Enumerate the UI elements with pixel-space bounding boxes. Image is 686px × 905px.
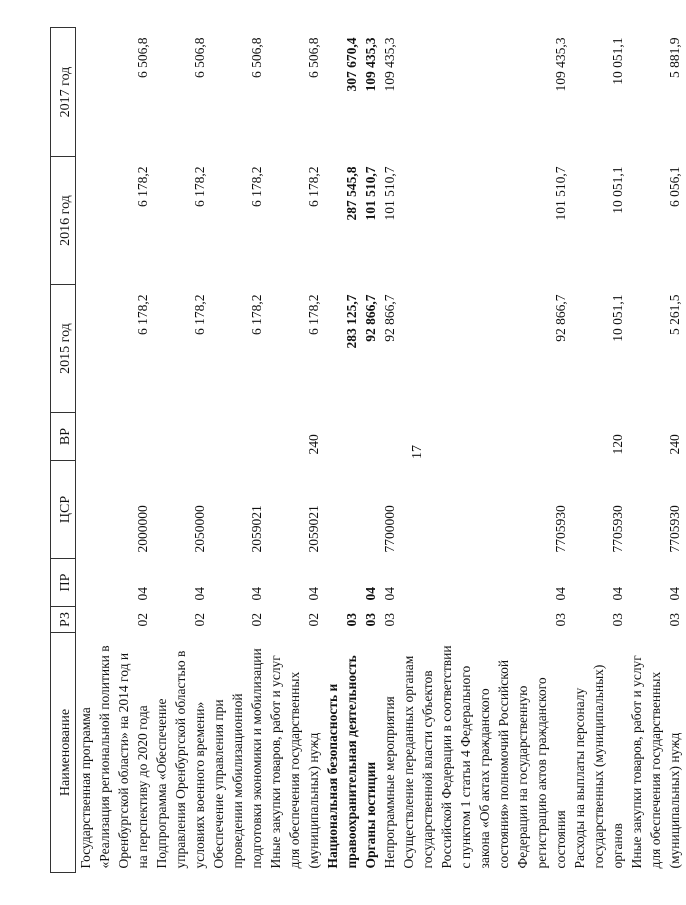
row-pr: 04	[306, 587, 321, 601]
row-pr: 04	[667, 587, 682, 601]
row-pr: 04	[553, 587, 568, 601]
row-value-2017: 10 051,1	[610, 37, 625, 85]
row-value-2015: 92 866,7	[553, 294, 568, 342]
table-row	[361, 28, 380, 873]
row-csr: 2059021	[306, 505, 321, 553]
table-row	[399, 28, 570, 873]
row-vr	[76, 413, 153, 461]
header-name: Наименование	[51, 633, 76, 873]
row-name: Подпрограмма «Обеспечение управления Оренбургской областью в условиях военного времени»	[154, 650, 207, 869]
row-csr: 7700000	[382, 505, 397, 553]
row-pr: 04	[192, 587, 207, 601]
row-pr	[323, 559, 361, 607]
row-value-2017: 6 506,8	[306, 37, 321, 78]
row-value-2015: 6 178,2	[249, 294, 264, 335]
row-csr: 7705930	[667, 505, 682, 553]
row-value-2015: 92 866,7	[363, 294, 378, 342]
row-value-2015: 6 178,2	[192, 294, 207, 335]
row-value-2015: 6 178,2	[306, 294, 321, 335]
row-value-2015: 283 125,7	[344, 294, 359, 349]
row-rz: 03	[344, 613, 359, 627]
row-rz: 03	[667, 613, 682, 627]
row-value-2016: 6 178,2	[192, 166, 207, 207]
row-vr	[380, 413, 399, 461]
row-name: Расходы на выплаты персоналу государственных (муниципальных) органов	[572, 664, 625, 869]
row-name: Национальная безопасность и правоохранительная деятельность	[325, 655, 359, 869]
row-value-2016: 6 056,1	[667, 166, 682, 207]
table-body	[76, 28, 686, 873]
row-name: Иные закупки товаров, работ и услуг для обеспечения государственных (муниципальных) нужд	[268, 655, 321, 869]
row-value-2017: 6 506,8	[192, 37, 207, 78]
row-vr	[209, 413, 266, 461]
row-name: Государственная программа «Реализация региональной политики в Оренбургской области» на 2014 год и на перспективу до 2020 года	[78, 645, 150, 869]
row-vr: 120	[610, 434, 625, 455]
row-value-2016: 6 178,2	[249, 166, 264, 207]
header-2017: 2017 год	[51, 28, 76, 157]
budget-table-sheet	[50, 28, 682, 873]
row-csr: 2050000	[192, 505, 207, 553]
row-pr: 04	[249, 587, 264, 601]
row-value-2015: 10 051,1	[610, 294, 625, 342]
row-value-2017: 6 506,8	[249, 37, 264, 78]
row-name: Непрограммные мероприятия	[382, 696, 397, 869]
row-value-2016: 101 510,7	[382, 166, 397, 221]
row-name: Осуществление переданных органам государственной власти субъектов Российской Федерации в соответствии с пунктом 1 статьи 4 Федерального закона «Об актах гражданского состояния» полномочий Российской Федерации на государственную регистрацию актов гражданского состояния	[401, 645, 568, 869]
row-pr: 04	[363, 587, 378, 601]
row-value-2016: 101 510,7	[363, 166, 378, 221]
row-value-2016: 6 178,2	[135, 166, 150, 207]
row-pr: 04	[610, 587, 625, 601]
row-pr: 04	[382, 587, 397, 601]
header-csr: ЦСР	[51, 461, 76, 559]
row-rz: 03	[363, 613, 378, 627]
table-row	[323, 28, 361, 873]
budget-table	[50, 27, 686, 873]
row-csr	[361, 461, 380, 559]
table-row	[627, 28, 686, 873]
row-value-2016: 101 510,7	[553, 166, 568, 221]
row-rz: 02	[192, 613, 207, 627]
row-csr: 7705930	[610, 505, 625, 553]
header-vr: ВР	[51, 413, 76, 461]
row-rz: 02	[135, 613, 150, 627]
row-value-2017: 5 881,9	[667, 37, 682, 78]
header-pr: ПР	[51, 559, 76, 607]
row-value-2015: 5 261,5	[667, 294, 682, 335]
table-row	[570, 28, 627, 873]
row-name: Органы юстиции	[363, 761, 378, 869]
row-csr: 7705930	[553, 505, 568, 553]
row-rz: 03	[553, 613, 568, 627]
row-value-2015: 6 178,2	[135, 294, 150, 335]
row-value-2015: 92 866,7	[382, 294, 397, 342]
row-value-2016: 6 178,2	[306, 166, 321, 207]
row-csr: 2000000	[135, 505, 150, 553]
table-row	[266, 28, 323, 873]
row-value-2017: 109 435,3	[363, 37, 378, 92]
table-header-row	[51, 28, 76, 873]
row-value-2017: 109 435,3	[382, 37, 397, 92]
table-row	[209, 28, 266, 873]
row-value-2016: 287 545,8	[344, 166, 359, 221]
table-row	[152, 28, 209, 873]
row-rz: 03	[610, 613, 625, 627]
page-number: 17	[410, 445, 425, 459]
row-vr	[361, 413, 380, 461]
row-rz: 02	[249, 613, 264, 627]
row-name: Обеспечение управления при проведении мобилизационной подготовки экономики и мобилизации	[211, 648, 264, 869]
row-value-2017: 109 435,3	[553, 37, 568, 92]
row-value-2016: 10 051,1	[610, 166, 625, 214]
header-2016: 2016 год	[51, 157, 76, 285]
row-rz: 02	[306, 613, 321, 627]
row-csr: 2059021	[249, 505, 264, 553]
table-row	[380, 28, 399, 873]
header-2015: 2015 год	[51, 285, 76, 413]
row-vr	[152, 413, 209, 461]
table-row	[76, 28, 153, 873]
row-vr: 240	[306, 434, 321, 455]
row-value-2017: 307 670,4	[344, 37, 359, 92]
row-value-2017: 6 506,8	[135, 37, 150, 78]
row-rz: 03	[382, 613, 397, 627]
row-vr: 240	[667, 434, 682, 455]
row-pr: 04	[135, 587, 150, 601]
row-vr	[399, 413, 570, 461]
header-rz: РЗ	[51, 607, 76, 633]
row-csr	[323, 461, 361, 559]
row-vr	[323, 413, 361, 461]
row-name: Иные закупки товаров, работ и услуг для обеспечения государственных (муниципальных) нужд	[629, 655, 682, 869]
